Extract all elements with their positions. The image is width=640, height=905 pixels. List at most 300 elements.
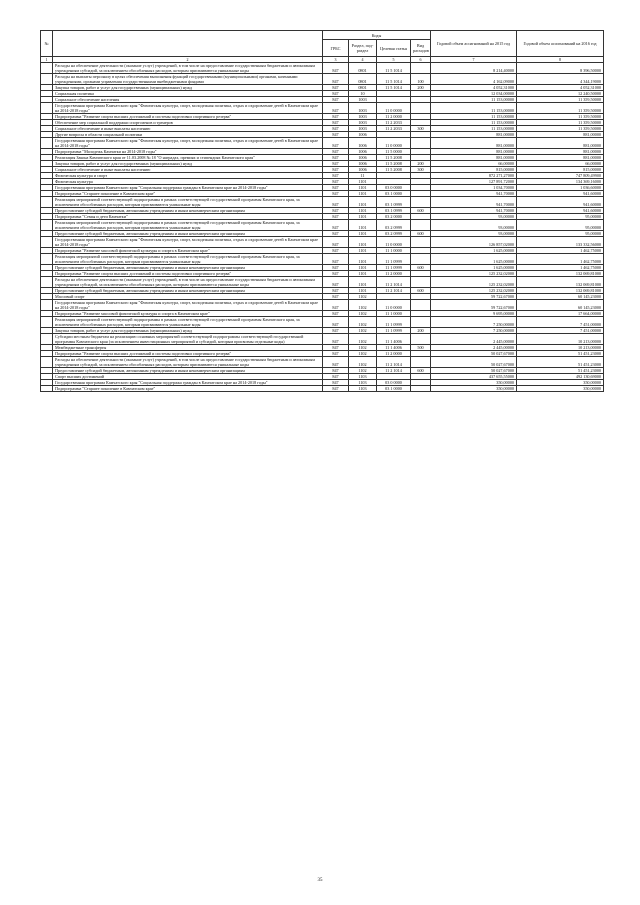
colnum: 1 [41,57,53,63]
row-vol2016: 8 396,50000 [517,63,604,74]
row-razdel: 1101 [349,185,377,191]
row-vol2015: 50 027,67000 [431,351,517,357]
row-csr: 03 2 0999 [377,220,411,231]
row-razdel: 1006 [349,149,377,155]
row-razdel: 11 [349,173,377,179]
row-no [41,220,53,231]
row-name: Подпрограмма "Развитие спорта высших достижений и системы подготовки спортивного резерва" [53,114,323,120]
row-name: Государственная программа Камчатского края "Физическая культура, спорт, молодежная политика, отдых и оздоровление детей в Камчатском крае на 2014-2018 годы" [53,138,323,149]
row-name: Обеспечение мер социальной поддержки спортсменов и тренеров [53,120,323,126]
row-razdel: 0801 [349,63,377,74]
row-grbs: 847 [323,208,349,214]
row-vol2016: 17 664,00000 [517,311,604,317]
row-name: Государственная программа Камчатского края "Социальная поддержка граждан в Камчатском крае на 2014-2018 годы" [53,185,323,191]
row-razdel: 1102 [349,368,377,374]
row-grbs: 847 [323,114,349,120]
row-vol2016: 11 359,50000 [517,126,604,132]
row-razdel: 1003 [349,126,377,132]
row-razdel: 1101 [349,208,377,214]
row-name: Социальное обеспечение и иные выплаты населению [53,167,323,173]
row-name: Расходы на выплаты персоналу в целях обеспечения выполнения функций государственными (муниципальными) органами, казенными учреждениями, органами управления государственными внебюджетными фондами [53,74,323,85]
row-grbs: 847 [323,231,349,237]
row-vol2016: 4 052,31000 [517,85,604,91]
row-vol2016: 941,60000 [517,197,604,208]
row-name: Социальная политика [53,91,323,97]
row-csr: 11 2 0000 [377,351,411,357]
header-vol2016: Годовой объем ассигнований на 2016 год [517,31,604,57]
header-vol2015: Годовой объем ассигнований на 2015 год [431,31,517,57]
row-grbs: 847 [323,311,349,317]
row-grbs: 847 [323,97,349,103]
row-vol2015: 125 232,02000 [431,271,517,277]
row-csr: 11 2 1014 [377,368,411,374]
row-vol2015: 93,00000 [431,231,517,237]
row-vol2016: 51 451,23000 [517,368,604,374]
row-vr [411,63,431,74]
row-grbs: 847 [323,328,349,334]
row-vol2015: 59 722,67000 [431,294,517,300]
row-no [41,103,53,114]
row-vol2016: 95,00000 [517,231,604,237]
colnum: 3 [323,57,349,63]
row-grbs: 847 [323,380,349,386]
row-grbs: 847 [323,386,349,392]
row-grbs: 847 [323,254,349,265]
row-vol2015: 11 153,00000 [431,114,517,120]
row-vol2015: 1 625,00000 [431,254,517,265]
row-grbs: 847 [323,374,349,380]
row-name: Реализация мероприятий соответствующей подпрограммы в рамках соответствующей государственной программы Камчатского края, за исключением обособленных расходов, которым присваиваются уникальные коды [53,254,323,265]
row-vol2016: 350,00000 [517,386,604,392]
row-razdel: 1006 [349,167,377,173]
row-vr: 500 [411,345,431,351]
row-razdel: 1101 [349,271,377,277]
row-grbs: 847 [323,173,349,179]
row-csr: 11 2 1014 [377,357,411,368]
row-csr: 11 2 1014 [377,288,411,294]
document-page [40,30,603,392]
row-razdel: 1003 [349,103,377,114]
row-vol2015: 4 052,31000 [431,85,517,91]
row-vol2015: 941,70000 [431,208,517,214]
row-vol2016: 132 069,81000 [517,277,604,288]
row-grbs: 847 [323,167,349,173]
row-vr: 600 [411,288,431,294]
row-csr: 11 2 2033 [377,120,411,126]
row-vol2016: 12 240,50000 [517,91,604,97]
row-vol2015: 11 153,00000 [431,97,517,103]
row-vr: 600 [411,208,431,214]
row-name: Расходы на обеспечение деятельности (оказание услуг) учреждений, в том числе на предоставление государственным бюджетным и автономным учреждениям субсидий, за исключением обособленных расходов, которым присваиваются уникальные коды [53,63,323,74]
row-razdel: 1102 [349,351,377,357]
row-csr: 11 2 0000 [377,271,411,277]
row-vr: 300 [411,167,431,173]
colnum: 4 [349,57,377,63]
row-name: Расходы на обеспечение деятельности (оказание услуг) учреждений, в том числе на предоставление государственным бюджетным и автономным учреждениям субсидий, за исключением обособленных расходов, которым присваиваются уникальные коды [53,357,323,368]
row-name: Межбюджетные трансферты [53,345,323,351]
row-grbs: 847 [323,317,349,328]
row-vol2015: 66,00000 [431,161,517,167]
row-csr: 11 1 0999 [377,328,411,334]
row-razdel: 1003 [349,97,377,103]
row-grbs: 847 [323,237,349,248]
row-razdel: 1102 [349,345,377,351]
row-csr: 03 2 0000 [377,214,411,220]
row-csr: 11 2 1014 [377,277,411,288]
row-grbs: 847 [323,300,349,311]
row-vol2015: 9 695,00000 [431,311,517,317]
table-row [41,386,604,392]
row-razdel: 1101 [349,197,377,208]
header-name [53,31,323,57]
row-csr: 11 0 0000 [377,237,411,248]
row-csr: 03 1 0000 [377,386,411,392]
row-vol2016: 7 451,00000 [517,317,604,328]
row-no [41,197,53,208]
row-vol2015: 437 655,55000 [431,374,517,380]
row-grbs: 847 [323,271,349,277]
row-vol2015: 815,00000 [431,167,517,173]
table-row [41,103,604,114]
row-vol2016: 4 344,19000 [517,74,604,85]
row-no [41,300,53,311]
row-name: Государственная программа Камчатского края "Физическая культура, спорт, молодежная политика, отдых и оздоровление детей в Камчатском крае на 2014-2018 годы" [53,103,323,114]
row-vr [411,103,431,114]
row-csr: 11 1 0000 [377,248,411,254]
row-csr: 03 2 0999 [377,231,411,237]
row-vol2016: 881,00000 [517,155,604,161]
row-grbs: 847 [323,357,349,368]
row-razdel: 1102 [349,294,377,300]
row-grbs: 847 [323,85,349,91]
row-vr [411,237,431,248]
row-grbs: 847 [323,197,349,208]
row-grbs: 847 [323,214,349,220]
row-vol2015: 872 271,27000 [431,173,517,179]
row-vr [411,254,431,265]
table-row [41,237,604,248]
row-razdel: 1101 [349,254,377,265]
row-name: Государственная программа Камчатского края "Физическая культура, спорт, молодежная политика, отдых и оздоровление детей в Камчатском крае на 2014-2018 годы" [53,300,323,311]
row-grbs: 847 [323,248,349,254]
row-name: Физическая культура и спорт [53,173,323,179]
row-grbs: 847 [323,132,349,138]
row-vr: 600 [411,231,431,237]
row-vol2016: 350,00000 [517,380,604,386]
row-vol2016: 881,00000 [517,132,604,138]
row-vr [411,220,431,231]
row-grbs: 847 [323,345,349,351]
row-vol2016: 60 145,23000 [517,294,604,300]
row-name: Подпрограмма "Развитие массовой физической культуры и спорта в Камчатском крае" [53,248,323,254]
row-grbs: 847 [323,220,349,231]
row-csr: 11 1 0999 [377,265,411,271]
row-csr: 11 1 0999 [377,254,411,265]
row-csr: 11 5 2008 [377,155,411,161]
row-no [41,63,53,74]
colnum: 2 [53,57,323,63]
row-vol2015: 1 625,00000 [431,265,517,271]
row-vol2015: 127 891,72000 [431,179,517,185]
row-name: Подпрограмма "Старшее поколение в Камчатском крае" [53,191,323,197]
row-vol2016: 11 359,50000 [517,97,604,103]
row-no [41,334,53,345]
row-grbs: 847 [323,149,349,155]
row-name: Подпрограмма "Старшее поколение в Камчатском крае" [53,386,323,392]
row-vol2015: 941,70000 [431,197,517,208]
row-grbs: 847 [323,334,349,345]
row-csr: 11 5 1014 [377,85,411,91]
colnum: 6 [411,57,431,63]
row-vol2015: 125 232,02000 [431,288,517,294]
row-razdel: 1101 [349,288,377,294]
header-csr: Целевая статья [377,40,411,57]
row-vol2016: 132 069,81000 [517,288,604,294]
row-vol2015: 2 445,00000 [431,345,517,351]
row-no [41,138,53,149]
row-csr: 11 5 0000 [377,149,411,155]
colnum: 8 [517,57,604,63]
table-row [41,197,604,208]
table-row [41,357,604,368]
row-vol2016: 11 359,50000 [517,103,604,114]
row-vr: 200 [411,85,431,91]
row-vol2015: 125 232,02000 [431,277,517,288]
row-vr [411,386,431,392]
row-razdel: 1101 [349,237,377,248]
row-grbs: 847 [323,179,349,185]
row-vol2015: 881,00000 [431,155,517,161]
row-razdel: 1003 [349,114,377,120]
row-vol2016: 132 069,81000 [517,271,604,277]
row-vol2015: 941,70000 [431,191,517,197]
row-vol2015: 11 153,00000 [431,120,517,126]
row-vol2016: 11 359,50000 [517,114,604,120]
row-name: Подпрограмма "Развитие спорта высших достижений и системы подготовки спортивного резерва" [53,271,323,277]
table-row [41,334,604,345]
row-razdel: 1102 [349,300,377,311]
row-vol2015: 7 250,00000 [431,317,517,328]
row-grbs: 847 [323,277,349,288]
colnum: 5 [377,57,411,63]
row-name: Расходы на обеспечение деятельности (оказание услуг) учреждений, в том числе на предоставление государственным бюджетным и автономным учреждениям субсидий, за исключением обособленных расходов, которым присваиваются уникальные коды [53,277,323,288]
row-vol2015: 2 445,00000 [431,334,517,345]
row-vr: 100 [411,74,431,85]
row-name: Предоставление субсидий бюджетным, автономным учреждениям и иным некоммерческим организациям [53,231,323,237]
header-grbs: ГРБС [323,40,349,57]
row-razdel: 10 [349,91,377,97]
row-csr: 03 1 0000 [377,191,411,197]
row-grbs: 847 [323,126,349,132]
row-name: Реализация мероприятий соответствующей подпрограммы в рамках соответствующей государственной программы Камчатского края, за исключением обособленных расходов, которым присваиваются уникальные коды [53,220,323,231]
row-vol2015: 93,00000 [431,214,517,220]
row-vol2015: 11 153,00000 [431,126,517,132]
row-razdel: 1101 [349,179,377,185]
row-vol2016: 51 451,23000 [517,357,604,368]
header-codes: Коды [323,31,431,40]
row-razdel: 1101 [349,214,377,220]
row-no [41,386,53,392]
row-vol2016: 60 145,23000 [517,300,604,311]
row-vol2016: 815,00000 [517,167,604,173]
row-grbs: 847 [323,265,349,271]
row-grbs: 847 [323,74,349,85]
colnum: 7 [431,57,517,63]
row-vol2015: 881,00000 [431,149,517,155]
row-name: Закупка товаров, работ и услуг для государственных (муниципальных) нужд [53,85,323,91]
row-csr: 11 5 2008 [377,167,411,173]
row-name: Реализация мероприятий соответствующей подпрограммы в рамках соответствующей государственной программы Камчатского края, за исключением обособленных расходов, которым присваиваются уникальные коды [53,197,323,208]
row-vol2016: 1 036,60000 [517,185,604,191]
row-no [41,254,53,265]
row-csr: 11 1 4006 [377,345,411,351]
row-name: Предоставление субсидий бюджетным, автономным учреждениям и иным некоммерческим организациям [53,288,323,294]
row-csr: 11 1 0999 [377,317,411,328]
row-vol2015: 126 857,02000 [431,237,517,248]
row-vol2015: 1 034,70000 [431,185,517,191]
row-razdel: 1101 [349,265,377,271]
row-name: Физическая культура [53,179,323,185]
table-row [41,220,604,231]
row-csr: 03 0 0000 [377,380,411,386]
row-razdel: 1006 [349,138,377,149]
row-no [41,317,53,328]
table-row [41,254,604,265]
row-grbs: 847 [323,185,349,191]
row-vol2015: 1 625,00000 [431,248,517,254]
row-grbs: 847 [323,191,349,197]
row-grbs: 847 [323,294,349,300]
row-name: Социальное обеспечение населения [53,97,323,103]
row-vol2016: 133 332,56000 [517,237,604,248]
row-csr: 11 1 4006 [377,334,411,345]
row-razdel: 1102 [349,311,377,317]
row-vol2016: 51 451,23000 [517,351,604,357]
row-name: Подпрограмма "Молодежь Камчатки на 2014-2018 годы" [53,149,323,155]
row-vr: 300 [411,126,431,132]
row-razdel: 1101 [349,248,377,254]
row-name: Реализация Закона Камчатского края от 11.03.2008 № 18 "О наградах, премиях и стипендиях Камчатского края" [53,155,323,161]
row-razdel: 1101 [349,277,377,288]
row-vol2015: 4 162,09000 [431,74,517,85]
row-vol2016: 11 359,50000 [517,120,604,126]
row-vol2015: 93,00000 [431,220,517,231]
row-grbs: 847 [323,155,349,161]
table-row [41,63,604,74]
header-vr: Вид расходов [411,40,431,57]
table-row [41,300,604,311]
row-vol2015: 881,00000 [431,138,517,149]
row-csr: 11 5 1014 [377,74,411,85]
row-csr: 11 2 0000 [377,114,411,120]
row-razdel: 0801 [349,85,377,91]
row-razdel: 0801 [349,74,377,85]
row-no [41,277,53,288]
row-vol2016: 10 213,00000 [517,334,604,345]
row-no [41,237,53,248]
table-body [41,63,604,392]
row-razdel: 1006 [349,161,377,167]
row-vol2015: 59 722,67000 [431,300,517,311]
row-grbs: 847 [323,161,349,167]
row-name: Предоставление субсидий бюджетным, автономным учреждениям и иным некоммерческим организациям [53,368,323,374]
row-vr: 200 [411,328,431,334]
row-name: Государственная программа Камчатского края "Физическая культура, спорт, молодежная политика, отдых и оздоровление детей в Камчатском крае на 2014-2018 годы" [53,237,323,248]
row-no [41,74,53,85]
row-vol2016: 66,00000 [517,161,604,167]
row-csr: 11 2 2033 [377,126,411,132]
row-no [41,357,53,368]
row-grbs: 847 [323,351,349,357]
row-vol2016: 7 451,00000 [517,328,604,334]
row-vr [411,357,431,368]
row-razdel: 1103 [349,380,377,386]
page-number: 35 [317,878,323,883]
row-vol2016: 95,00000 [517,214,604,220]
row-vr [411,317,431,328]
table-row [41,74,604,85]
row-vol2015: 12 034,00000 [431,91,517,97]
row-name: Реализация мероприятий соответствующей подпрограммы в рамках соответствующей государственной программы Камчатского края, за исключением обособленных расходов, которым присваиваются уникальные коды [53,317,323,328]
row-vol2016: 881,00000 [517,149,604,155]
row-vol2015: 8 214,40000 [431,63,517,74]
row-name: Закупка товаров, работ и услуг для государственных (муниципальных) нужд [53,328,323,334]
row-name: Подпрограмма "Развитие массовой физической культуры и спорта в Камчатском крае" [53,311,323,317]
budget-table [40,30,604,392]
row-vol2016: 1 462,75000 [517,265,604,271]
row-name: Закупка товаров, работ и услуг для государственных (муниципальных) нужд [53,161,323,167]
row-razdel: 1003 [349,120,377,126]
row-grbs: 847 [323,288,349,294]
header-no: № [41,31,53,57]
row-name: Предоставление субсидий бюджетным, автономным учреждениям и иным некоммерческим организациям [53,265,323,271]
row-razdel: 1101 [349,231,377,237]
row-grbs: 847 [323,138,349,149]
table-row [41,317,604,328]
row-vol2015: 50 027,67000 [431,357,517,368]
row-vr: 600 [411,265,431,271]
row-name: Государственная программа Камчатского края "Социальная поддержка граждан в Камчатском крае на 2014-2018 годы" [53,380,323,386]
row-csr: 11 5 2008 [377,161,411,167]
row-vol2016: 881,00000 [517,138,604,149]
row-vol2015: 881,00000 [431,132,517,138]
row-csr: 03 1 0999 [377,197,411,208]
row-razdel: 1102 [349,328,377,334]
row-vr [411,300,431,311]
row-razdel: 1102 [349,357,377,368]
row-razdel: 1102 [349,334,377,345]
row-grbs: 847 [323,103,349,114]
row-razdel: 1101 [349,191,377,197]
row-name: Спорт высших достижений [53,374,323,380]
row-vol2016: 95,00000 [517,220,604,231]
row-csr: 03 1 0999 [377,208,411,214]
row-vr [411,334,431,345]
row-csr: 11 0 0000 [377,103,411,114]
row-vr [411,277,431,288]
row-razdel: 1006 [349,132,377,138]
row-name: Предоставление субсидий бюджетным, автономным учреждениям и иным некоммерческим организациям [53,208,323,214]
row-grbs: 847 [323,368,349,374]
row-vr: 600 [411,368,431,374]
row-vol2016: 1 462,75000 [517,248,604,254]
row-csr: 11 1 0000 [377,311,411,317]
row-vol2016: 941,60000 [517,191,604,197]
table-row [41,277,604,288]
row-vol2016: 747 809,49900 [517,173,604,179]
row-name: Другие вопросы в области социальной политики [53,132,323,138]
row-name: Подпрограмма "Семья и дети Камчатки" [53,214,323,220]
